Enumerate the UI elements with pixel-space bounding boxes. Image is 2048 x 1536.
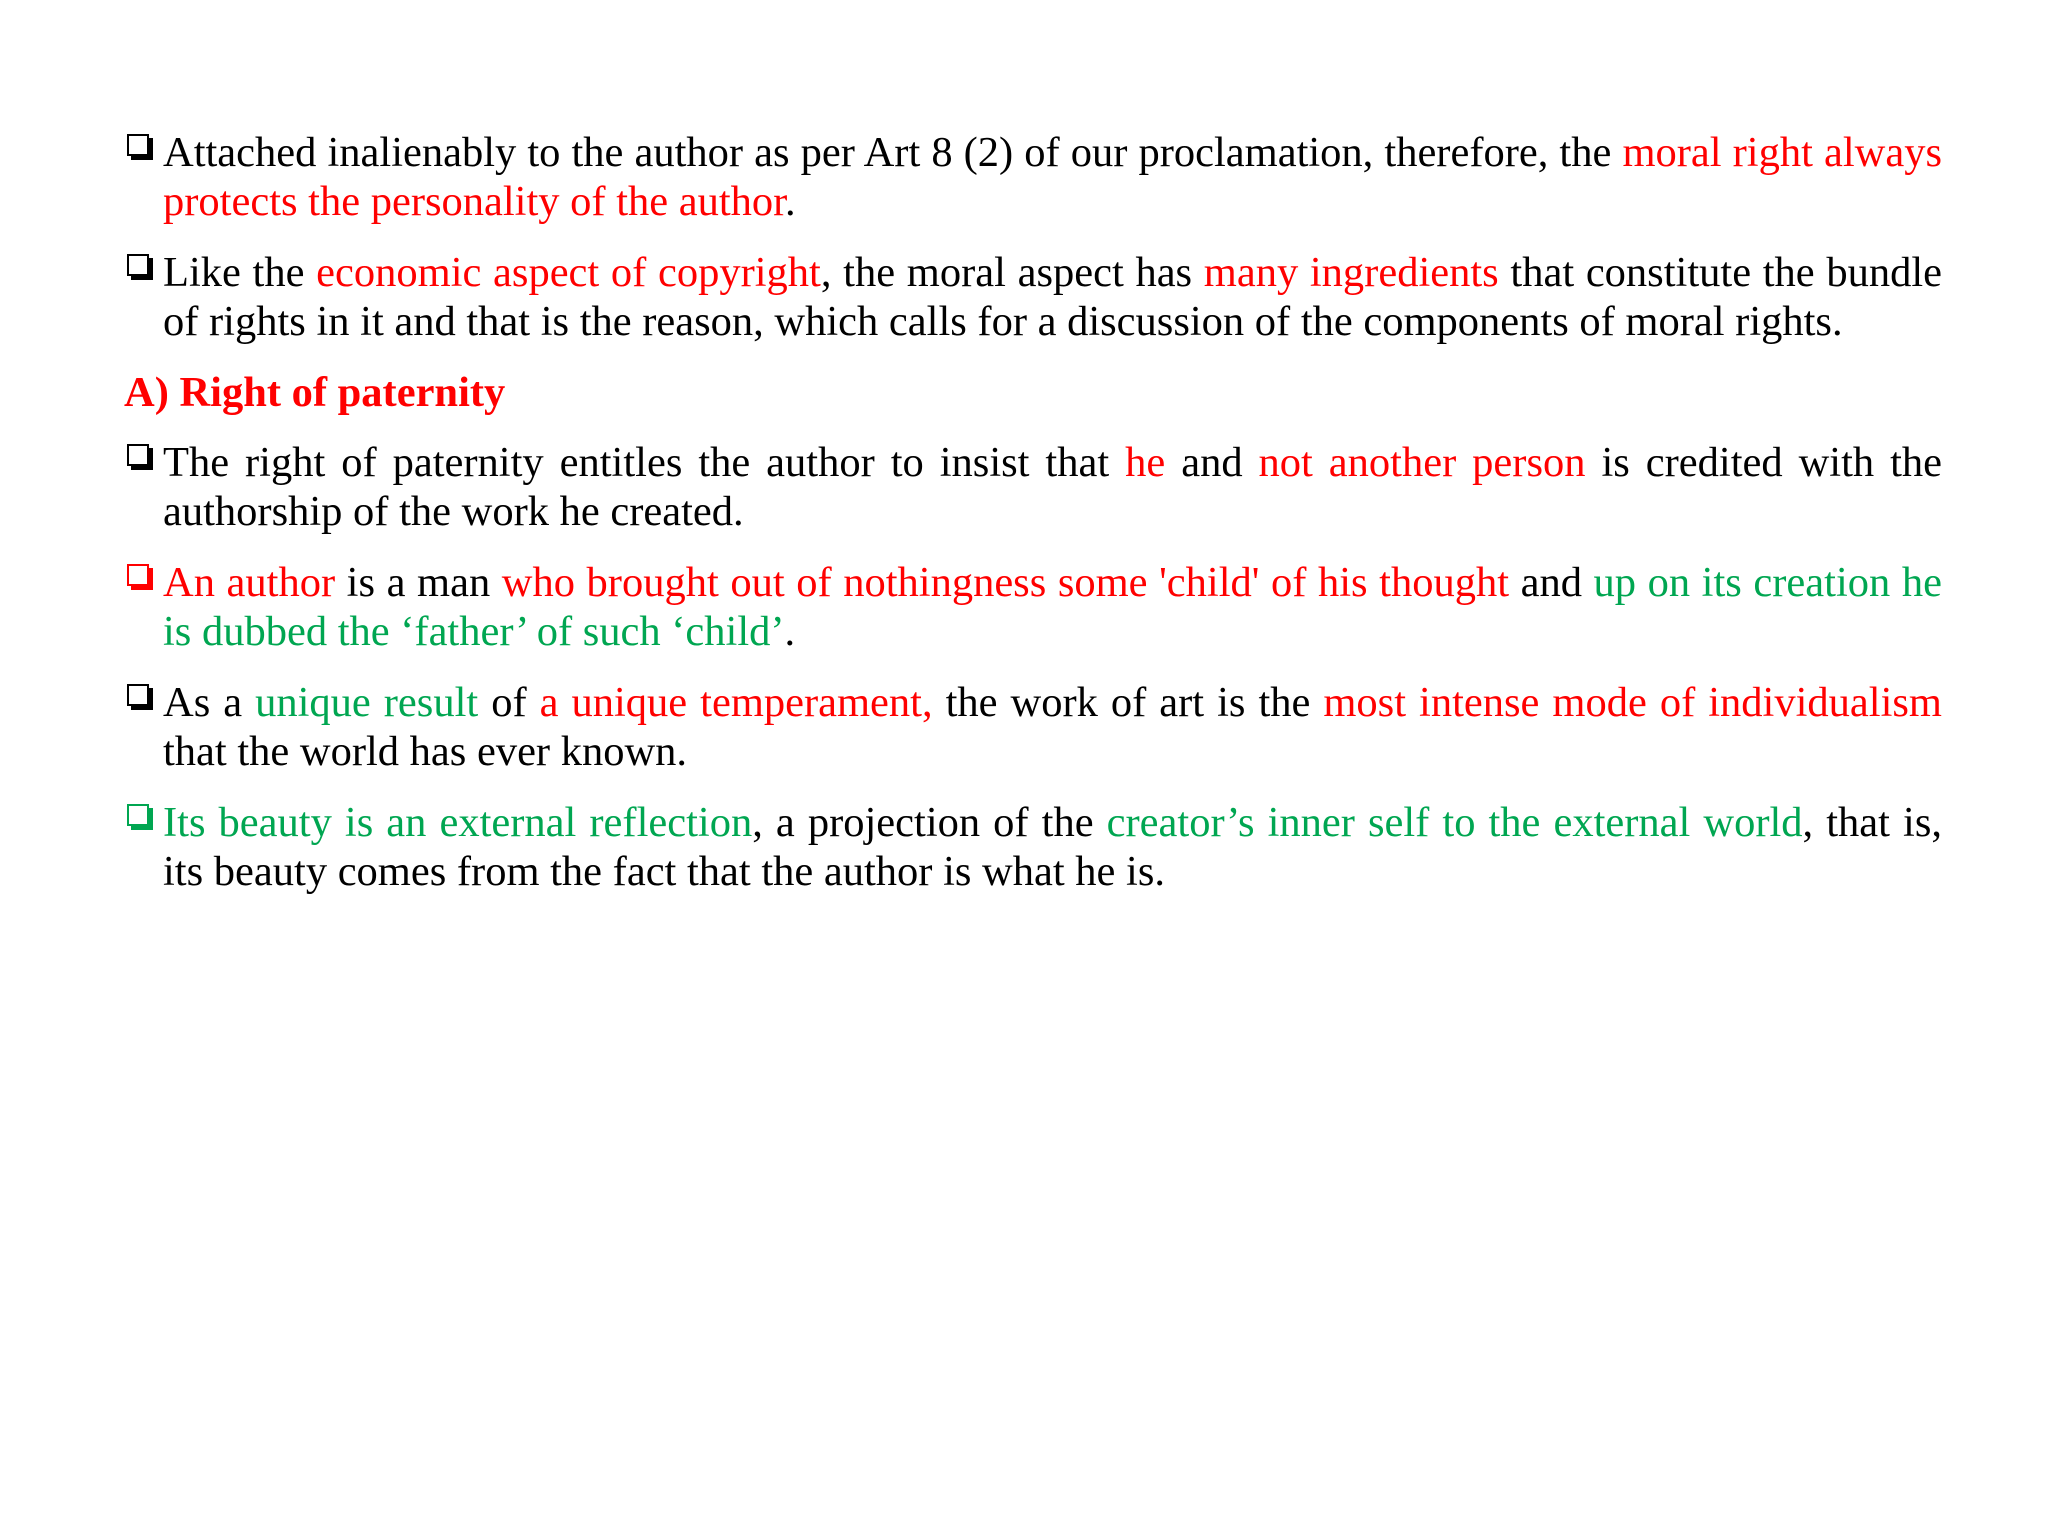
text-segment: is credited with the authorship of the work he created. — [163, 439, 1942, 535]
text-segment: that constitute the bundle of rights in it and that is the reason, which calls for a discussion of the components of moral rights. — [163, 249, 1943, 345]
section-heading: A) Right of paternity — [124, 369, 506, 416]
bullet-paragraph-right-of-paternity — [124, 438, 1942, 536]
text-segment: As a — [163, 679, 256, 726]
highlight-red: who brought out of nothingness some 'child' of his thought — [501, 559, 1510, 606]
text-segment: Attached inalienably to the author as per Art 8 (2) of our proclamation, therefore, the — [163, 129, 1623, 176]
highlight-red: many ingredients — [1203, 249, 1499, 296]
hollow-square-bullet-icon — [127, 134, 149, 156]
slide-content — [124, 128, 1942, 918]
hollow-square-bullet-icon — [127, 254, 149, 276]
highlight-red: moral right always protects the personality of the author — [163, 129, 1942, 225]
highlight-green: up on its creation he is dubbed the ‘father’ of such ‘child’ — [163, 559, 1942, 655]
bullet-paragraph-unique-result — [124, 678, 1942, 776]
text-segment: Like the — [163, 249, 317, 296]
text-segment: and — [1509, 559, 1594, 606]
text-segment: . — [784, 608, 796, 655]
highlight-red: An author — [163, 559, 336, 606]
text-segment: is a man — [335, 559, 502, 606]
hollow-square-bullet-icon — [127, 444, 149, 466]
highlight-red: most intense mode of individualism — [1323, 679, 1942, 726]
text-segment: and — [1165, 439, 1259, 486]
bullet-paragraph-an-author — [124, 558, 1942, 656]
highlight-red: not another person — [1258, 439, 1586, 486]
bullet-paragraph-moral-right-attached — [124, 128, 1942, 226]
highlight-green: Its beauty is an external reflection — [163, 799, 753, 846]
highlight-red: he — [1125, 439, 1166, 486]
text-segment: , the moral aspect has — [820, 249, 1204, 296]
highlight-green: creator’s inner self to the external world — [1106, 799, 1803, 846]
text-segment: that the world has ever known. — [163, 728, 688, 775]
highlight-green: unique result — [255, 679, 479, 726]
text-segment: The right of paternity entitles the author to insist that — [163, 439, 1126, 486]
text-segment: , that is, its beauty comes from the fact that the author is what he is. — [163, 799, 1942, 895]
hollow-square-bullet-icon — [127, 684, 149, 706]
bullet-paragraph-economic-aspect — [124, 248, 1942, 346]
highlight-red: a unique temperament, — [539, 679, 933, 726]
text-segment: , a projection of the — [752, 799, 1107, 846]
bullet-paragraph-its-beauty — [124, 798, 1942, 896]
hollow-square-bullet-icon — [127, 564, 149, 586]
text-segment: the work of art is the — [932, 679, 1324, 726]
highlight-red: economic aspect of copyright — [316, 249, 821, 296]
text-segment: of — [478, 679, 540, 726]
hollow-square-bullet-icon — [127, 804, 149, 826]
text-segment: . — [784, 178, 796, 225]
